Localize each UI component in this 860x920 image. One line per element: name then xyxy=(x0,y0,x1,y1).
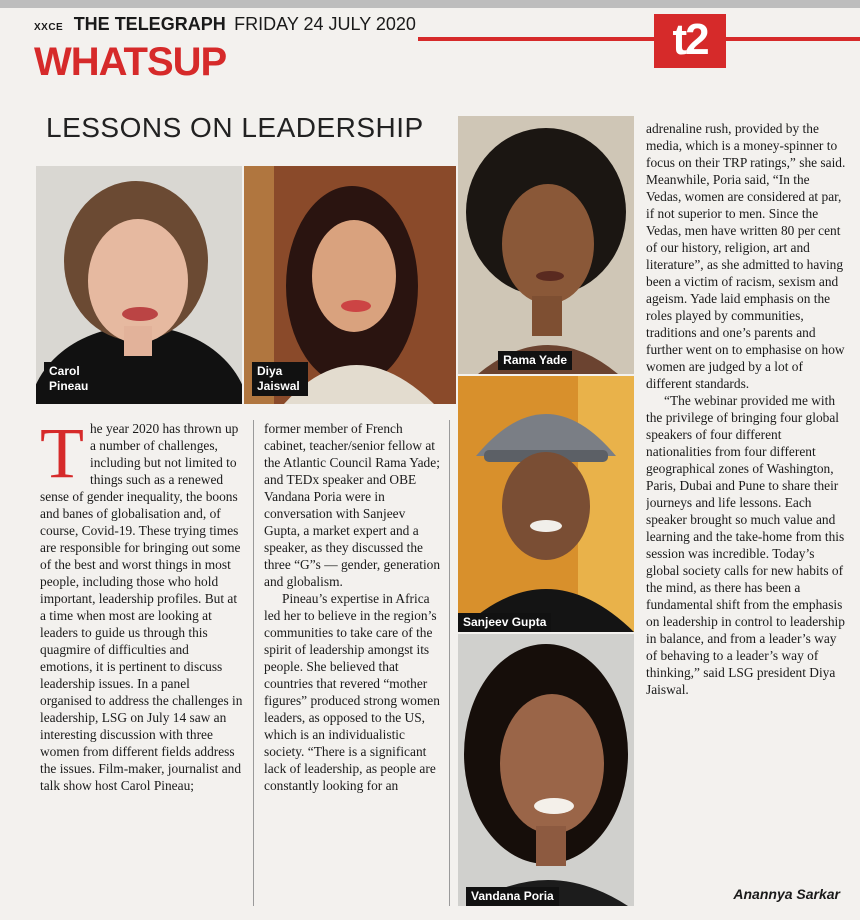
photo-caption-sanjeev: Sanjeev Gupta xyxy=(458,613,551,632)
article-paragraph xyxy=(40,420,244,794)
column-divider-2 xyxy=(449,420,450,906)
masthead-rule-right xyxy=(726,37,860,41)
article-paragraph: former member of French cabinet, teacher/senior fellow at the Atlantic Council Rama Yade; and TEDx speaker and OBE Vandana Poria were in conversation with Sanjeev Gupta, a market expert and a speaker, as they discussed the three “G”s — gender, generation and globalism. xyxy=(264,421,441,589)
photo-carol-pineau xyxy=(36,166,242,404)
photo-sanjeev-gupta xyxy=(458,376,634,632)
column-divider-1 xyxy=(253,420,254,906)
t2-logo: t2 xyxy=(654,14,726,68)
masthead xyxy=(34,14,416,36)
article-column-3 xyxy=(646,120,846,876)
photo-caption-diya: Diya Jaiswal xyxy=(252,362,308,396)
issue-date: FRIDAY 24 JULY 2020 xyxy=(234,14,416,34)
portrait-image xyxy=(458,116,634,374)
photo-caption-carol: Carol Pineau xyxy=(44,362,98,396)
drop-cap: T xyxy=(40,420,84,493)
article-paragraph: Pineau’s expertise in Africa led her to believe in the region’s communities to take care of the spirit of leadership amongst its people. She believed that countries that revered “mother figures” produced strong women leaders, as opposed to the US, which is an individualistic society. “There is a significant lack of leadership, as people are constantly looking for an xyxy=(264,591,440,793)
top-border xyxy=(0,0,860,8)
portrait-image xyxy=(458,634,634,906)
article-paragraph: “The webinar provided me with the privilege of bringing four global speakers of four different nationalities from four different geographical zones of Washington, Paris, Dubai and Pune to share their journeys and life lessons. Each speaker brought so much value and learning and the take-home from this session was incredible. Today’s global society calls for new habits of the mind, as there has been a fundamental shift from the emphasis on leadership in control to leadership in balance, and from a leader’s way of behaving to a leader’s way of thinking,” said LSG president Diya Jaiswal. xyxy=(646,393,845,697)
section-title: WHATSUP xyxy=(34,40,227,84)
newspaper-name: THE TELEGRAPH xyxy=(73,14,226,34)
photo-rama-yade xyxy=(458,116,634,374)
photo-diya-jaiswal xyxy=(244,166,456,404)
article-column-2 xyxy=(264,420,444,906)
masthead-rule-left xyxy=(418,37,654,41)
photo-caption-vandana: Vandana Poria xyxy=(466,887,559,906)
article-paragraph: adrenaline rush, provided by the media, which is a money-spinner to focus on their TRP ratings,” she said. Meanwhile, Poria said, “In the Vedas, women are considered at par, if not superior to men. Since the Vedas, men have written 80 per cent of our history, religion, art and literature”, as she admitted to having been a victim of racism, sexism and ageism. Yade laid emphasis on the roles played by communities, traditions and one’s parents and further went on to emphasise on how women are judged by a lot of different standards. xyxy=(646,121,846,391)
photo-caption-rama: Rama Yade xyxy=(498,351,572,370)
portrait-image xyxy=(458,376,634,632)
article-headline: LESSONS ON LEADERSHIP xyxy=(46,112,424,143)
page-number: XXCE xyxy=(34,22,64,33)
photo-vandana-poria xyxy=(458,634,634,906)
article-column-1 xyxy=(40,420,244,906)
article-text: he year 2020 has thrown up a number of challenges, including but not limited to things such as a renewed sense of gender inequality, the boons and banes of globalisation and, of course, Covid-19. These trying times are responsible for bringing out some of the best and worst things in most people, including those who hold important, leadership profiles. But at a time when most are looking at leaders to guide us through this quagmire of difficulties and emotions, it is pertinent to discuss leadership issues. In a panel organised to address the challenges in leadership, LSG on July 14 saw an interesting discussion with three women from different fields address the issues. Film-maker, journalist and talk show host Carol Pineau; xyxy=(40,421,243,793)
article-byline: Anannya Sarkar xyxy=(733,886,840,902)
